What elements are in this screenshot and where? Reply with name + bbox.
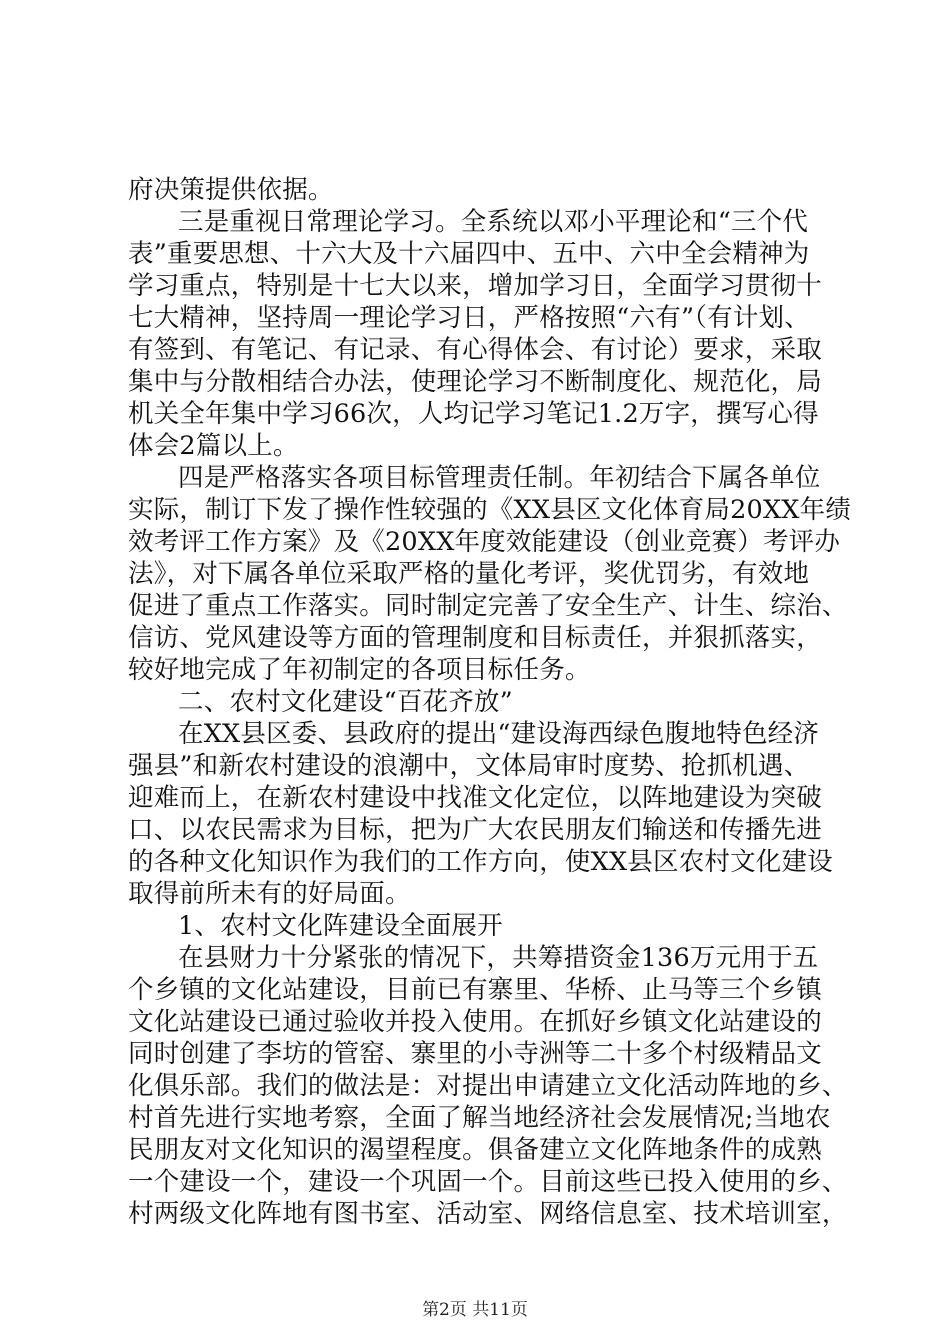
text-line: 促进了重点工作落实。同时制定完善了安全生产、计生、综治、 bbox=[128, 591, 848, 621]
text-line: 村两级文化阵地有图书室、活动室、网络信息室、技术培训室， bbox=[128, 1199, 848, 1229]
text-line: 机关全年集中学习66次，人均记学习笔记1.2万字，撰写心得 bbox=[128, 399, 819, 429]
text-line: 较好地完成了年初制定的各项目标任务。 bbox=[128, 655, 591, 685]
paragraph-start-line: 四是严格落实各项目标管理责任制。年初结合下属各单位 bbox=[178, 463, 821, 493]
paragraph-start-line: 三是重视日常理论学习。全系统以邓小平理论和“三个代 bbox=[178, 207, 809, 237]
text-line: 迎难而上，在新农村建设中找准文化定位，以阵地建设为突破 bbox=[128, 783, 822, 813]
text-line: 有签到、有笔记、有记录、有心得体会、有讨论）要求，采取 bbox=[128, 335, 822, 365]
text-line: 化俱乐部。我们的做法是：对提出申请建立文化活动阵地的乡、 bbox=[128, 1071, 848, 1101]
text-line: 体会2篇以上。 bbox=[128, 431, 299, 461]
text-line: 一个建设一个，建设一个巩固一个。目前这些已投入使用的乡、 bbox=[128, 1167, 848, 1197]
text-line: 村首先进行实地考察，全面了解当地经济社会发展情况;当地农 bbox=[128, 1103, 831, 1133]
paragraph-start-line: 在县财力十分紧张的情况下，共筹措资金136万元用于五 bbox=[178, 943, 819, 973]
text-line: 效考评工作方案》及《20XX年度效能建设（创业竞赛）考评办 bbox=[128, 527, 841, 557]
text-line: 信访、党风建设等方面的管理制度和目标责任，并狠抓落实， bbox=[128, 623, 822, 653]
text-line: 个乡镇的文化站建设，目前已有寨里、华桥、止马等三个乡镇 bbox=[128, 975, 822, 1005]
section-heading: 二、农村文化建设“百花齐放” bbox=[178, 687, 513, 717]
text-line: 强县”和新农村建设的浪潮中，文体局审时度势、抢抓机遇、 bbox=[128, 751, 810, 781]
paragraph-start-line: 在XX县区委、县政府的提出“建设海西绿色腹地特色经济 bbox=[178, 719, 820, 749]
text-line: 七大精神，坚持周一理论学习日，严格按照“六有”（有计划、 bbox=[128, 303, 810, 333]
text-line: 民朋友对文化知识的渴望程度。俱备建立文化阵地条件的成熟 bbox=[128, 1135, 822, 1165]
text-line: 实际，制订下发了操作性较强的《XX县区文化体育局20XX年绩 bbox=[128, 495, 852, 525]
page-number-footer: 第2页 共11页 bbox=[422, 1300, 528, 1320]
text-line: 的各种文化知识作为我们的工作方向，使XX县区农村文化建设 bbox=[128, 847, 833, 877]
text-line: 府决策提供依据。 bbox=[128, 175, 334, 205]
text-line: 文化站建设已通过验收并投入使用。在抓好乡镇文化站建设的 bbox=[128, 1007, 822, 1037]
text-line: 表”重要思想、十六大及十六届四中、五中、六中全会精神为 bbox=[128, 239, 810, 269]
text-line: 口、以农民需求为目标，把为广大农民朋友们输送和传播先进 bbox=[128, 815, 822, 845]
text-line: 学习重点，特别是十七大以来，增加学习日，全面学习贯彻十 bbox=[128, 271, 822, 301]
text-line: 集中与分散相结合办法，使理论学习不断制度化、规范化，局 bbox=[128, 367, 822, 397]
text-line: 法》，对下属各单位采取严格的量化考评，奖优罚劣，有效地 bbox=[128, 559, 810, 589]
subsection-heading: 1、农村文化阵建设全面展开 bbox=[178, 911, 503, 941]
text-line: 取得前所未有的好局面。 bbox=[128, 879, 411, 909]
text-line: 同时创建了李坊的管窑、寨里的小寺洲等二十多个村级精品文 bbox=[128, 1039, 822, 1069]
